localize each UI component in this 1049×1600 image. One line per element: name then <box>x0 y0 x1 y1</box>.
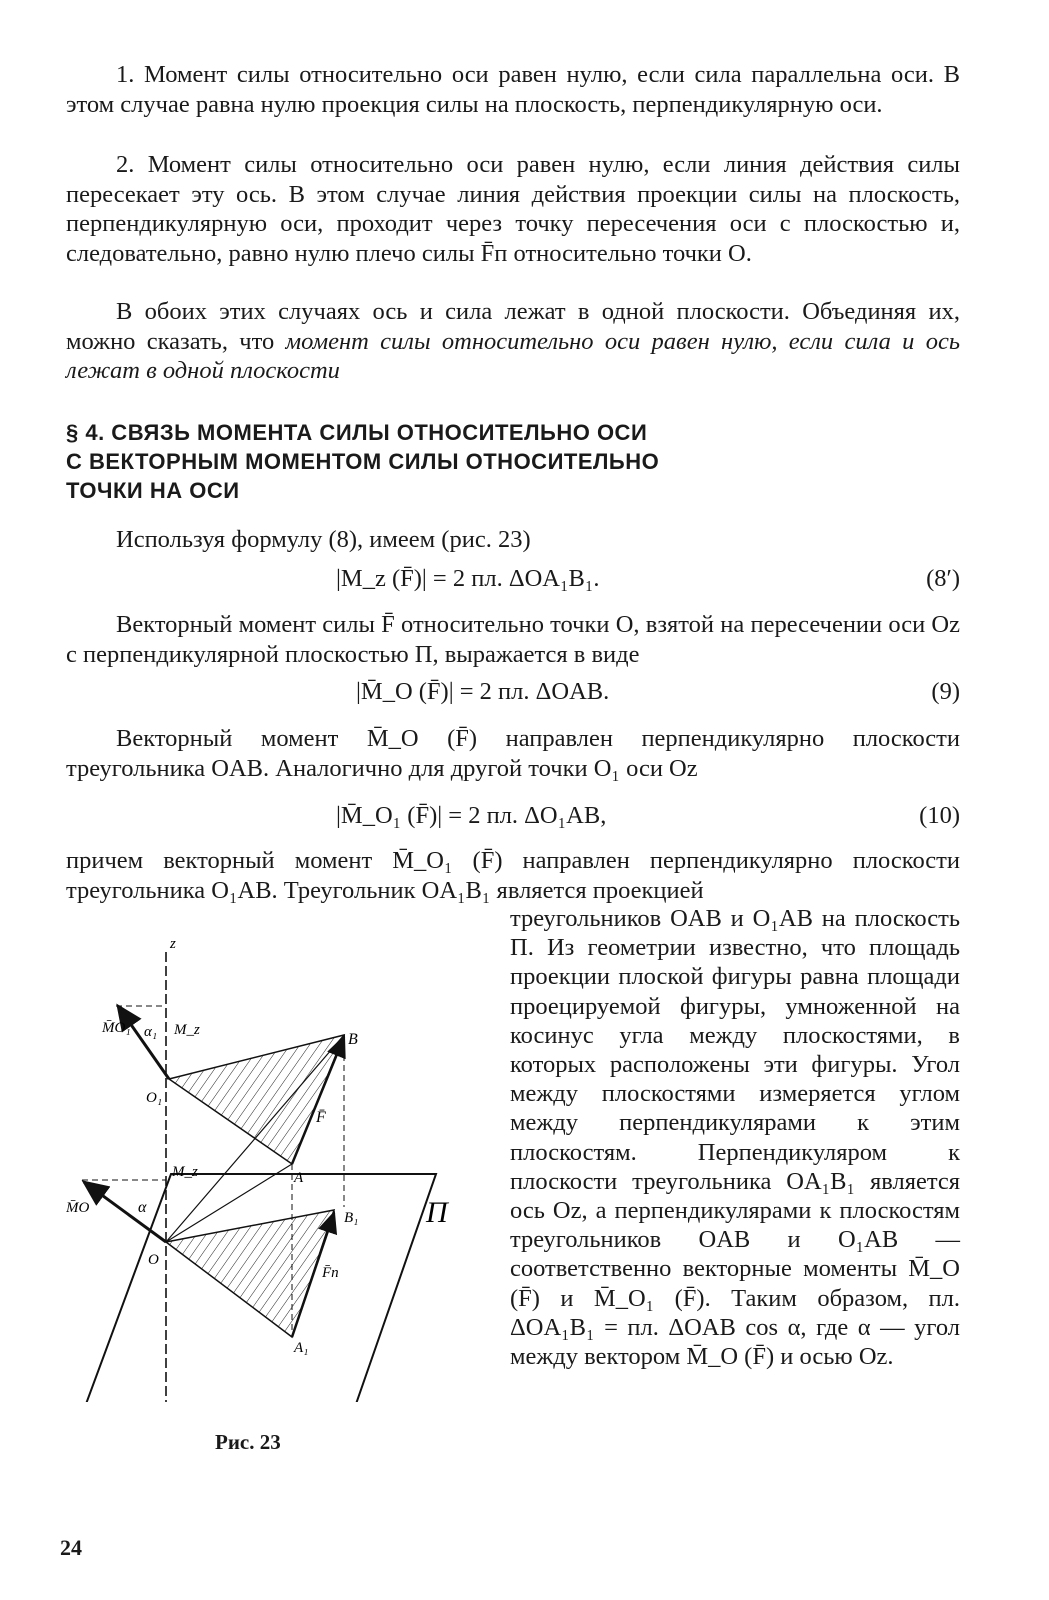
paragraph-1: 1. Момент силы относительно оси равен нулю, если сила параллельна оси. В этом случае равна нулю проекция силы на плоскость, перпендикулярную оси. <box>66 61 960 118</box>
paragraph-2: 2. Момент силы относительно оси равен нулю, если линия действия силы пересекает эту ось. В этом случае линия действия проекции силы на плоскость, перпендикулярную оси, проходит через точку пересечения оси с плоскостью и, следовательно, равно нулю плечо силы F̄п относительно точки O. <box>66 151 960 267</box>
section-heading <box>66 418 966 505</box>
moment-o-vector <box>84 1182 166 1242</box>
formula-9-number: (9) <box>931 678 960 705</box>
formula-10 <box>66 800 960 832</box>
triangle-oa1b1 <box>166 1210 334 1337</box>
formula-10-expr: |M̄_O₁ (F̄)| = 2 пл. ΔO₁AB, <box>336 802 607 829</box>
formula-9-expr: |M̄_O (F̄)| = 2 пл. ΔOAB. <box>356 678 610 705</box>
label-o: O <box>148 1252 159 1268</box>
column-text: треугольников OAB и O₁AB на плоскость П. Из геометрии известно, что площадь проекции плоской фигуры равна площади проецируемой фигуры, умноженной на косинус угла между плоскостями, в которых расположены эти фигуры. Угол между плоскостями измеряется углом между перпендикулярами к этим плоскостям. Перпендикуляром к плоскости треугольника OA₁B₁ является ось Oz, а перпендикулярами к плоскостям треугольников OAB и O₁AB — соответственно векторные моменты M̄_O (F̄) и M̄_O₁ (F̄). Таким образом, пл. ΔOA₁B₁ = пл. ΔOAB cos α, где α — угол между вектором M̄_O (F̄) и осью Oz. <box>510 905 960 1371</box>
formula-10-number: (10) <box>919 802 960 829</box>
heading-line-3: ТОЧКИ НА ОСИ <box>66 478 240 503</box>
label-a1: A₁ <box>294 1340 309 1356</box>
formula-8-number: (8′) <box>926 565 960 592</box>
label-mo: M̄O <box>66 1200 90 1216</box>
label-alpha1: α₁ <box>144 1024 158 1040</box>
heading-line-2: С ВЕКТОРНЫМ МОМЕНТОМ СИЛЫ ОТНОСИТЕЛЬНО <box>66 449 660 474</box>
label-a: A <box>294 1170 304 1186</box>
formula-9 <box>66 676 960 708</box>
heading-line-1: § 4. СВЯЗЬ МОМЕНТА СИЛЫ ОТНОСИТЕЛЬНО ОСИ <box>66 420 648 445</box>
paragraph-6: Векторный момент M̄_O (F̄) направлен перпендикулярно плоскости треугольника OAB. Аналогично для другой точки O₁ оси Oz <box>66 725 960 782</box>
label-b: B <box>348 1031 358 1048</box>
paragraph-3-italic: момент силы относительно оси равен нулю, если сила и ось лежат в одной плоскости <box>66 327 960 385</box>
label-mo1: M̄O₁ <box>102 1020 131 1036</box>
figure-23 <box>66 932 486 1402</box>
label-fp: F̄п <box>322 1265 339 1281</box>
label-pi: П <box>426 1196 448 1229</box>
paragraph-5: Векторный момент силы F̄ относительно точки O, взятой на пересечении оси Oz с перпендикулярной плоскостью П, выражается в виде <box>66 611 960 668</box>
label-alpha: α <box>138 1199 147 1216</box>
label-mz-mid: M_z <box>172 1164 198 1180</box>
paragraph-3 <box>66 297 960 386</box>
formula-8 <box>66 563 960 595</box>
page-number: 24 <box>60 1535 82 1560</box>
paragraph-4: Используя формулу (8), имеем (рис. 23) <box>116 526 531 553</box>
figure-caption: Рис. 23 <box>215 1430 281 1454</box>
label-mz-top: M_z <box>174 1022 200 1038</box>
label-z: z <box>170 936 176 952</box>
label-o1: O₁ <box>146 1090 163 1106</box>
paragraph-7: причем векторный момент M̄_O₁ (F̄) направлен перпендикулярно плоскости треугольника O₁AB. Треугольник OA₁B₁ является проекцией <box>66 847 960 904</box>
formula-8-expr: |M_z (F̄)| = 2 пл. ΔOA₁B₁. <box>336 565 600 592</box>
label-b1: B₁ <box>344 1210 359 1226</box>
paragraph-3-text: В обоих этих случаях ось и сила лежат в одной плоскости. Объединяя их, можно сказать, что <box>66 298 960 355</box>
label-f: F̄ <box>316 1109 326 1126</box>
moment-o1-vector <box>118 1006 169 1079</box>
